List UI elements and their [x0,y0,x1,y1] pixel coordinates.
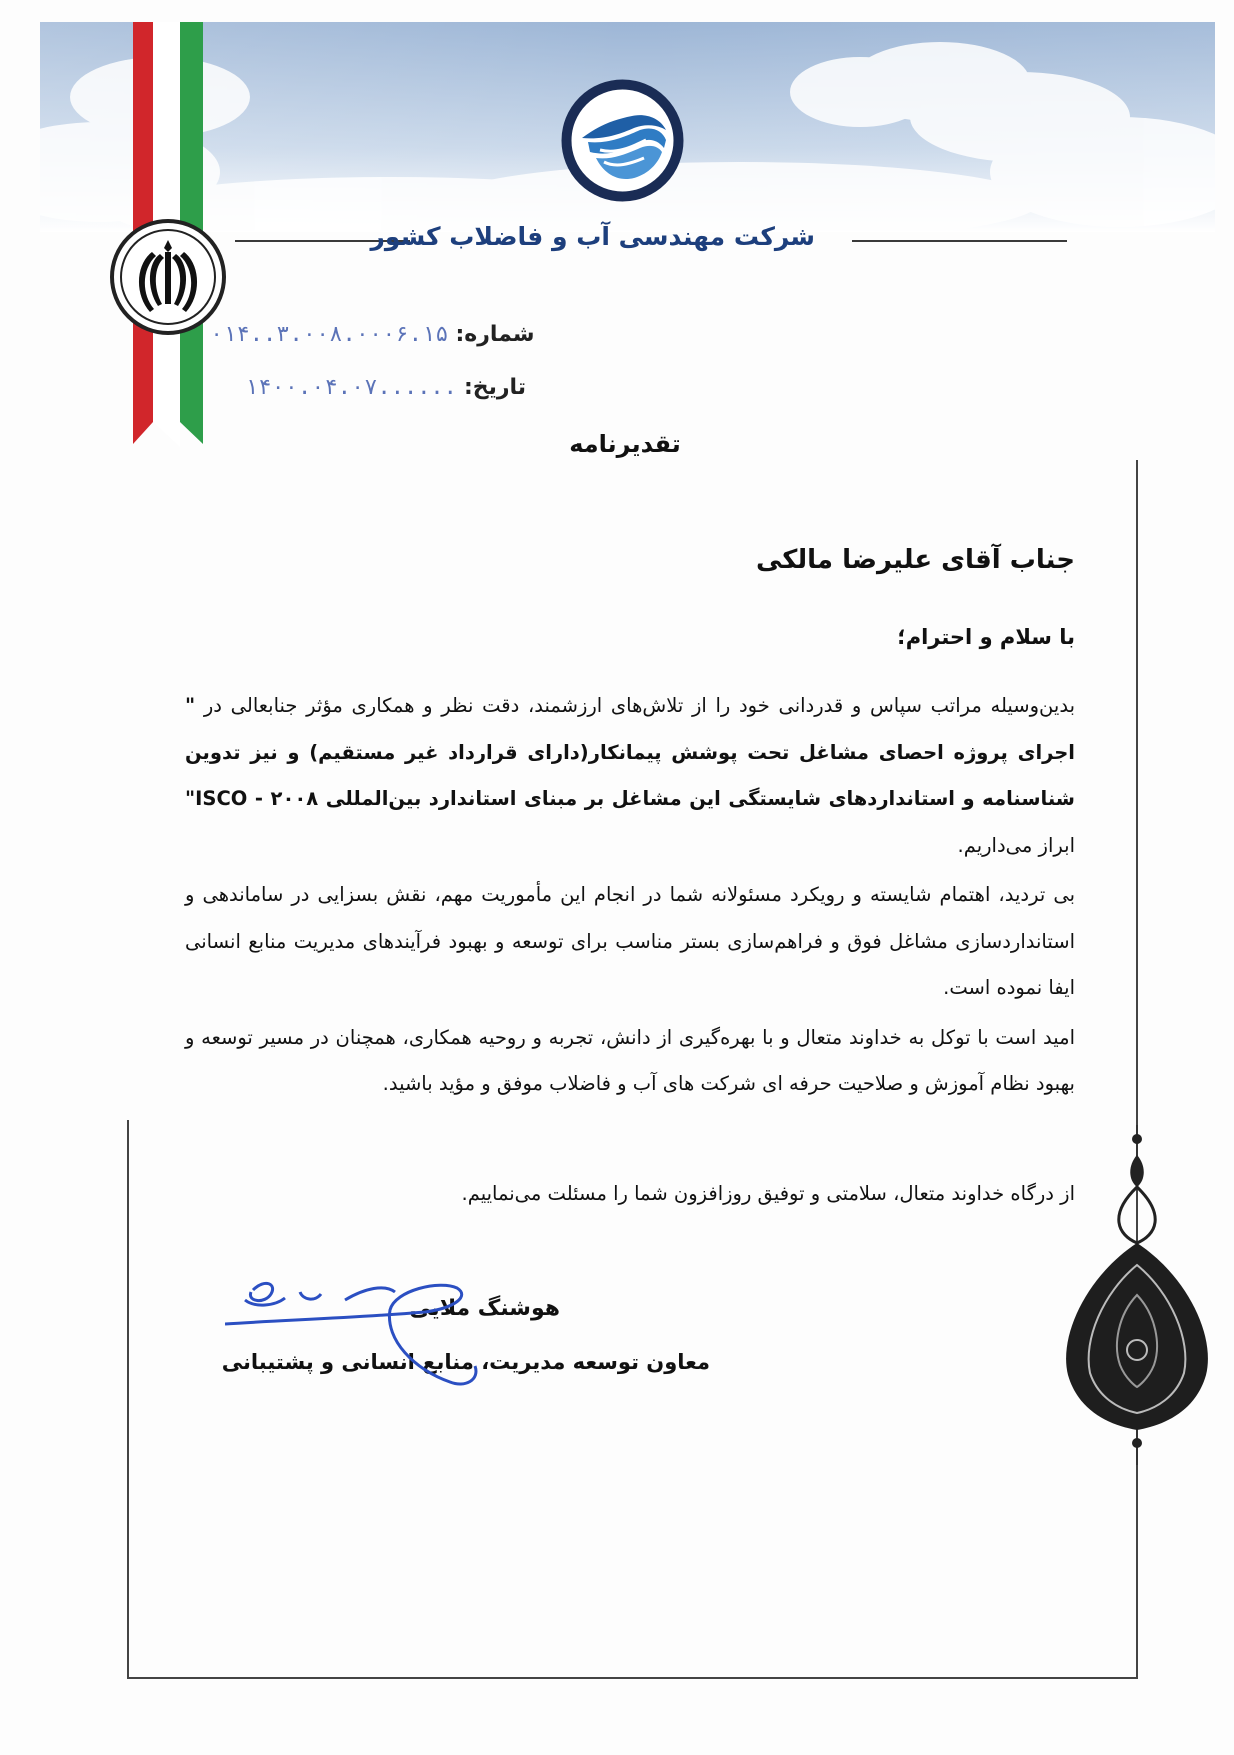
body-paragraph-3: امید است با توکل به خداوند متعال و با بهره‌گیری از دانش، تجربه و روحیه همکاری، همچنان در مسیر توسعه و بهبود نظام آموزش و صلاحیت حرفه ای شرکت های آب و فاضلاب موفق و مؤید باشید. [185,1025,1075,1095]
closing-line: از درگاه خداوند متعال، سلامتی و توفیق روزافزون شما را مسئلت می‌نماییم. [461,1182,1075,1205]
signatory-role: معاون توسعه مدیریت، منابع انسانی و پشتیبانی [221,1350,710,1374]
number-label: شماره: [455,322,535,347]
recipient: جناب آقای علیرضا مالکی [755,545,1075,575]
number-value: ۳.۰۰۸.۰۰۰۶.۱۵..۰۱۴ [210,322,449,347]
decorative-ornament-icon [1048,1125,1208,1465]
date-value: ......۱۴۰۰.۰۴.۰۷ [245,375,457,400]
handwritten-signature [225,1270,535,1390]
letter-title: تقدیرنامه [569,430,681,458]
date-label: تاریخ: [463,375,527,400]
signatory-name: هوشنگ ملایی [409,1296,560,1321]
greeting: با سلام و احترام؛ [897,625,1075,649]
body-paragraph-2: بی تردید، اهتمام شایسته و رویکرد مسئولانه شما در انجام این مأموریت مهم، نقش بسزایی در ساماندهی و استانداردسازی مشاغل فوق و فراهم‌سازی بستر مناسب برای توسعه و بهبود فرآیندهای مدیریت منابع انسانی ایفا نموده است. [185,883,1075,999]
project-title: " اجرای پروژه احصای مشاغل تحت پوشش پیمانکار(دارای قرارداد غیر مستقیم) و نیز تدوین شناسنامه و استانداردهای شایستگی این مشاغل بر مبنای استاندارد بین‌المللی ISCO - ۲۰۰۸" [185,694,1075,810]
letter-date [245,375,526,400]
letter-number [210,322,535,347]
letter-body [185,683,1075,1111]
company-name: شرکت مهندسی آب و فاضلاب کشور [370,222,815,251]
body-paragraph-1: بدین‌وسیله مراتب سپاس و قدردانی خود را از تلاش‌های ارزشمند، دقت نظر و همکاری مؤثر جنابعالی در " اجرای پروژه احصای مشاغل تحت پوشش پیمانکار(دارای قرارداد غیر مستقیم) و نیز تدوین شناسنامه و استانداردهای شایستگی این مشاغل بر مبنای استاندارد بین‌المللی ISCO - ۲۰۰۸" ابراز می‌داریم. [185,694,1075,857]
